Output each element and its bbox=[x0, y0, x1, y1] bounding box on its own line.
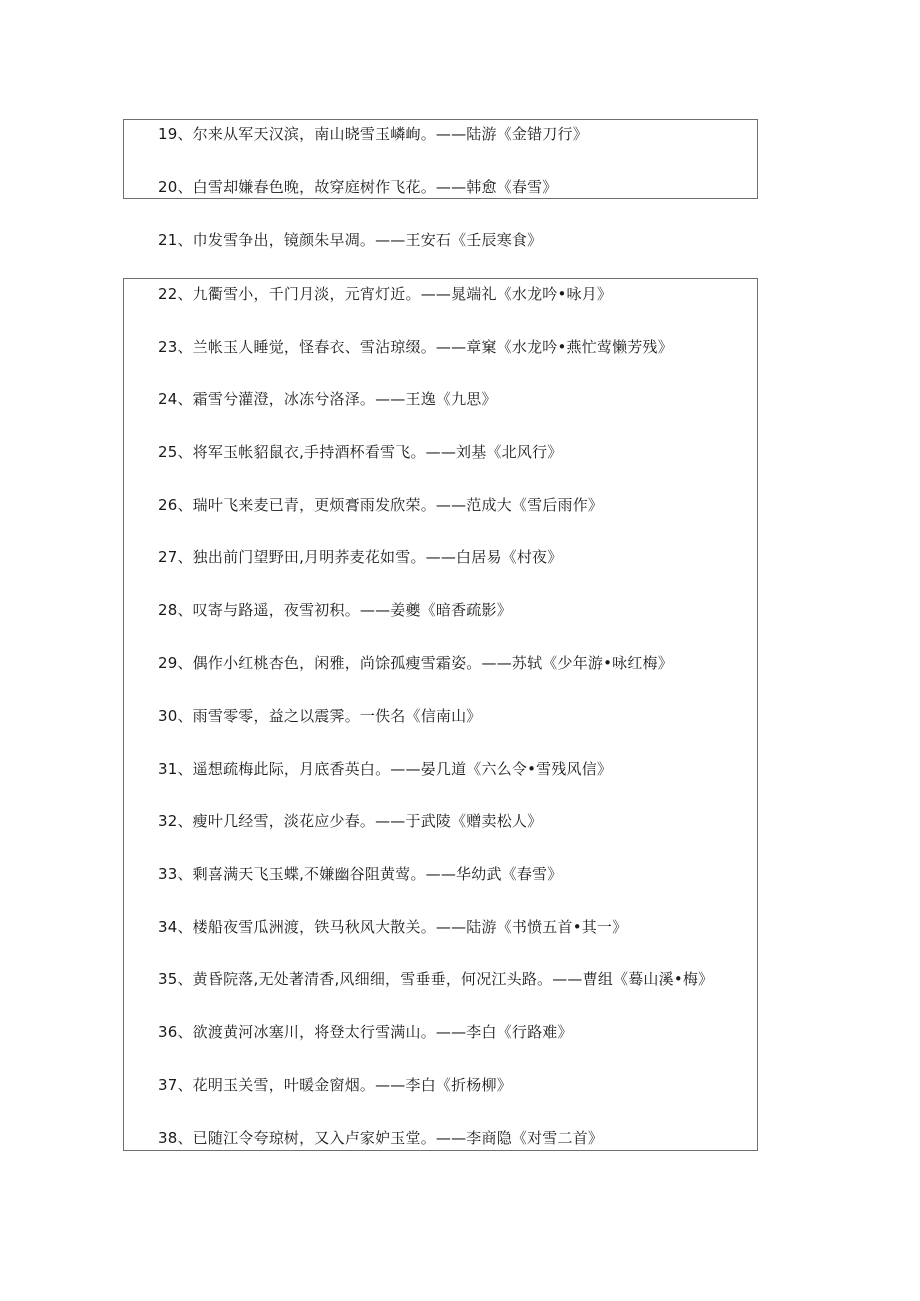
poem-line-31: 31、遥想疏梅此际，月底香英白。——晏几道《六么令•雪残风信》 bbox=[158, 760, 613, 778]
poem-line-20: 20、白雪却嫌春色晚，故穿庭树作飞花。——韩愈《春雪》 bbox=[158, 178, 558, 196]
poem-line-24: 24、霜雪兮灌澄，冰冻兮洛泽。——王逸《九思》 bbox=[158, 390, 497, 408]
poem-line-38: 38、已随江令夸琼树，又入卢家妒玉堂。——李商隐《对雪二首》 bbox=[158, 1129, 604, 1147]
poem-line-34: 34、楼船夜雪瓜洲渡，铁马秋风大散关。——陆游《书愤五首•其一》 bbox=[158, 918, 628, 936]
poem-line-25: 25、将军玉帐貂鼠衣,手持酒杯看雪飞。——刘基《北风行》 bbox=[158, 443, 563, 461]
poem-line-37: 37、花明玉关雪，叶暖金窗烟。——李白《折杨柳》 bbox=[158, 1076, 512, 1094]
poem-line-30: 30、雨雪零零，益之以震霁。一佚名《信南山》 bbox=[158, 707, 482, 725]
poem-line-36: 36、欲渡黄河冰塞川，将登太行雪满山。——李白《行路难》 bbox=[158, 1023, 573, 1041]
poem-line-19: 19、尔来从军天汉滨，南山晓雪玉嶙峋。——陆游《金错刀行》 bbox=[158, 125, 588, 143]
poem-line-33: 33、剩喜满天飞玉蝶,不嫌幽谷阻黄莺。——华幼武《春雪》 bbox=[158, 865, 563, 883]
poem-line-35: 35、黄昏院落,无处著清香,风细细，雪垂垂，何况江头路。——曹组《蓦山溪•梅》 bbox=[158, 970, 714, 988]
poem-line-29: 29、偶作小红桃杏色，闲雅，尚馀孤瘦雪霜姿。——苏轼《少年游•咏红梅》 bbox=[158, 654, 673, 672]
poem-line-23: 23、兰帐玉人睡觉，怪春衣、雪沾琼缀。——章窠《水龙吟•燕忙莺懒芳残》 bbox=[158, 338, 673, 356]
poem-line-26: 26、瑞叶飞来麦已青，更烦膏雨发欣荣。——范成大《雪后雨作》 bbox=[158, 496, 604, 514]
poem-line-28: 28、叹寄与路遥，夜雪初积。——姜夔《暗香疏影》 bbox=[158, 601, 512, 619]
poem-line-22: 22、九衢雪小，千门月淡，元宵灯近。——晁端礼《水龙吟•咏月》 bbox=[158, 285, 613, 303]
poem-line-21: 21、巾发雪争出，镜颜朱早凋。——王安石《壬辰寒食》 bbox=[158, 231, 543, 249]
poem-line-27: 27、独出前门望野田,月明荞麦花如雪。——白居易《村夜》 bbox=[158, 548, 563, 566]
poem-line-32: 32、瘦叶几经雪，淡花应少春。——于武陵《赠卖松人》 bbox=[158, 812, 543, 830]
